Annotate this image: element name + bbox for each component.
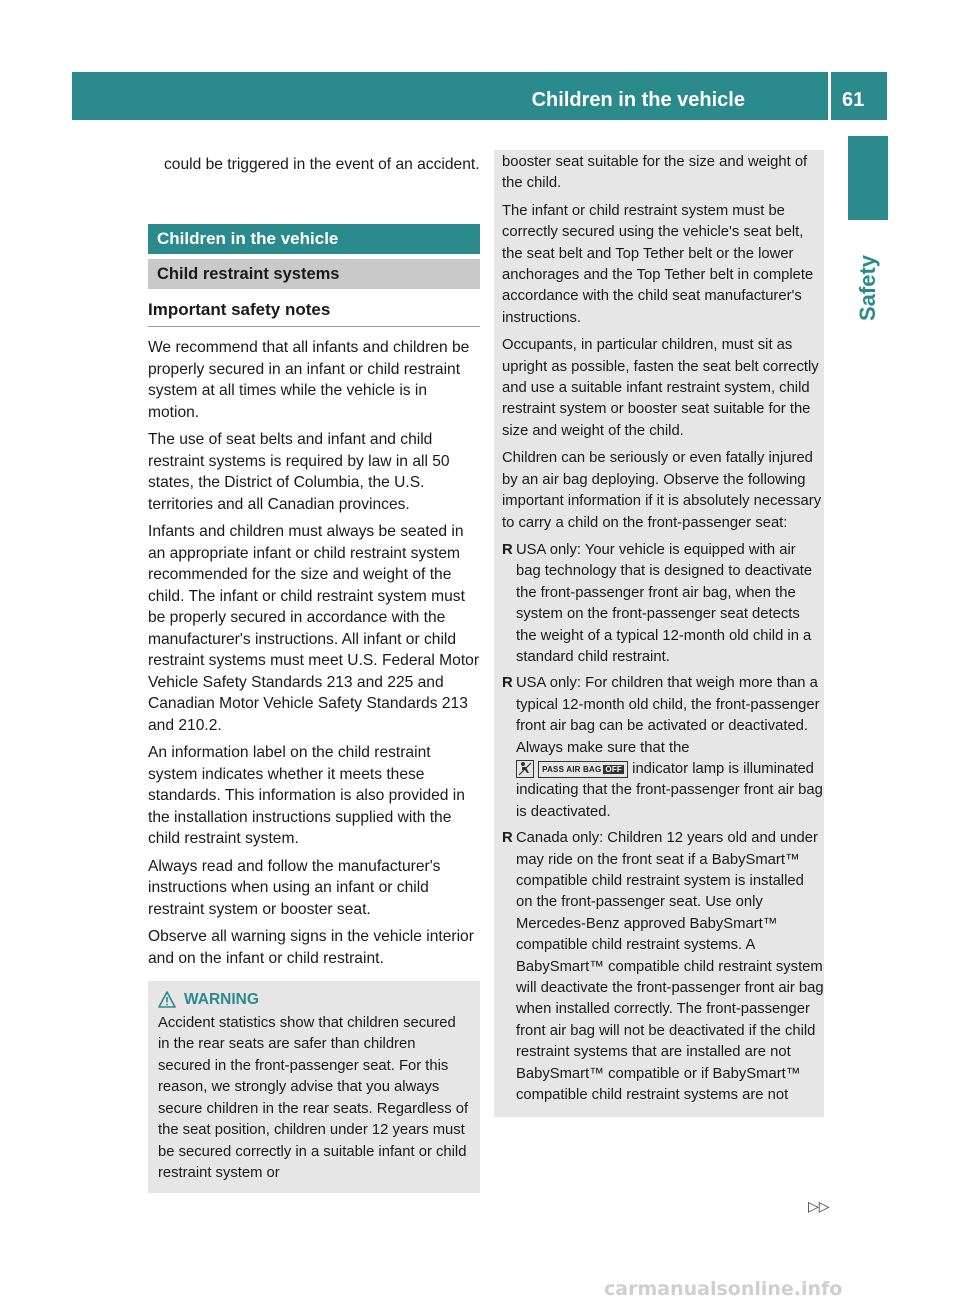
watermark: carmanualsonline.info: [604, 1278, 843, 1300]
airbag-off-indicator-icon: PASS AIR BAG OFF: [538, 761, 628, 778]
right-column: [502, 154, 828, 1117]
paragraph: Infants and children must always be seated in an appropriate infant or child restraint system recommended for the size and weight of the child. The infant or child restraint system must be properly secured in accordance with the manufacturer's instructions. All infant or child restraint systems must meet U.S. Federal Motor Vehicle Safety Standards 213 and 225 and Canadian Motor Vehicle Safety Standards 213 and 210.2.: [148, 523, 480, 734]
paragraph: booster seat suitable for the size and weight of the child.: [502, 154, 808, 192]
paragraph: An information label on the child restraint system indicates whether it meets these standards. This information is also provided in the installation instructions supplied with the child restraint system.: [148, 744, 465, 847]
off-tag: OFF: [605, 764, 623, 774]
warning-triangle-icon: [158, 991, 176, 1008]
intro-text: could be triggered in the event of an accident.: [164, 156, 480, 173]
side-tab: [848, 136, 888, 220]
bullet-mark: R: [502, 541, 513, 558]
page-title: Children in the vehicle: [531, 89, 745, 111]
list-item-text: Canada only: Children 12 years old and under may ride on the front seat if a BabySmart™ compatible child restraint system is installed on the front-passenger seat. Use only Mercedes-Benz approved BabySmart™ compatible child restraint systems. A BabySmart™ compatible child restraint system will deactivate the front-passenger front air bag when installed correctly. The front-passenger front air bag will not be deactivated if the child restraint systems that are installed are not BabySmart™ compatible or if BabySmart™ compatible child restraint systems are not: [516, 830, 824, 1104]
list-item: [502, 673, 824, 823]
list-item-text: USA only: For children that weigh more than a typical 12-month old child, the front-passenger front air bag can be activated or deactivated. Always make sure that the PASS AIR BAG OFF indicator lamp is illuminated indicating that the front-passenger front air bag is deactivated.: [516, 675, 823, 820]
continued-gray-box: [494, 150, 824, 1117]
left-column: [148, 154, 480, 1193]
paragraph: Children can be seriously or even fatally injured by an air bag deploying. Observe the following important information if it is absolutely necessary to carry a child on the front-passenger seat:: [502, 450, 822, 531]
warning-title: WARNING: [184, 991, 259, 1008]
section-heading: Children in the vehicle: [148, 224, 480, 254]
side-tab-label: Safety: [855, 254, 880, 322]
header-divider: [828, 72, 831, 120]
topic-heading: Important safety notes: [148, 299, 480, 328]
paragraph: Occupants, in particular children, must sit as upright as possible, fasten the seat belt correctly and use a suitable infant restraint system, child restraint system or booster seat suitable for the size and weight of the child.: [502, 337, 819, 439]
bullet-mark: R: [502, 830, 513, 847]
list-item: [502, 828, 824, 1106]
header-bar: [72, 72, 887, 120]
paragraph: Observe all warning signs in the vehicle interior and on the infant or child restraint.: [148, 928, 474, 967]
bullet-mark: R: [502, 675, 513, 692]
subsection-heading: Child restraint systems: [148, 259, 480, 289]
paragraph: The infant or child restraint system must be correctly secured using the vehicle's seat belt, the seat belt and Top Tether belt or the lower anchorages and the Top Tether belt in complete accordance with the child seat manufacturer's instructions.: [502, 202, 814, 326]
paragraph: The use of seat belts and infant and child restraint systems is required by law in all 50 states, the District of Columbia, the U.S. territories and all Canadian provinces.: [148, 431, 450, 513]
page-number: 61: [842, 89, 865, 111]
paragraph: Always read and follow the manufacturer's instructions when using an infant or child restraint system or booster seat.: [148, 857, 441, 918]
continue-arrows-icon: ▷▷: [808, 1198, 830, 1214]
paragraph: We recommend that all infants and children be properly secured in an infant or child restraint system at all times while the vehicle is in motion.: [148, 339, 470, 421]
list-item-text: USA only: Your vehicle is equipped with air bag technology that is designed to deactivate the front-passenger front air bag, when the system on the front-passenger seat detects the weight of a typical 12-month old child in a standard child restraint.: [516, 541, 813, 665]
warning-header: [158, 989, 470, 1011]
warning-text: Accident statistics show that children secured in the rear seats are safer than children secured in the front-passenger seat. For this reason, we strongly advise that you always secure children in the rear seats. Regardless of the seat position, children under 12 years must be secured correctly in a suitable infant or child restraint system or: [158, 1014, 469, 1181]
list-item: [502, 540, 824, 668]
child-seat-icon: [516, 760, 534, 778]
warning-box: [148, 981, 480, 1193]
